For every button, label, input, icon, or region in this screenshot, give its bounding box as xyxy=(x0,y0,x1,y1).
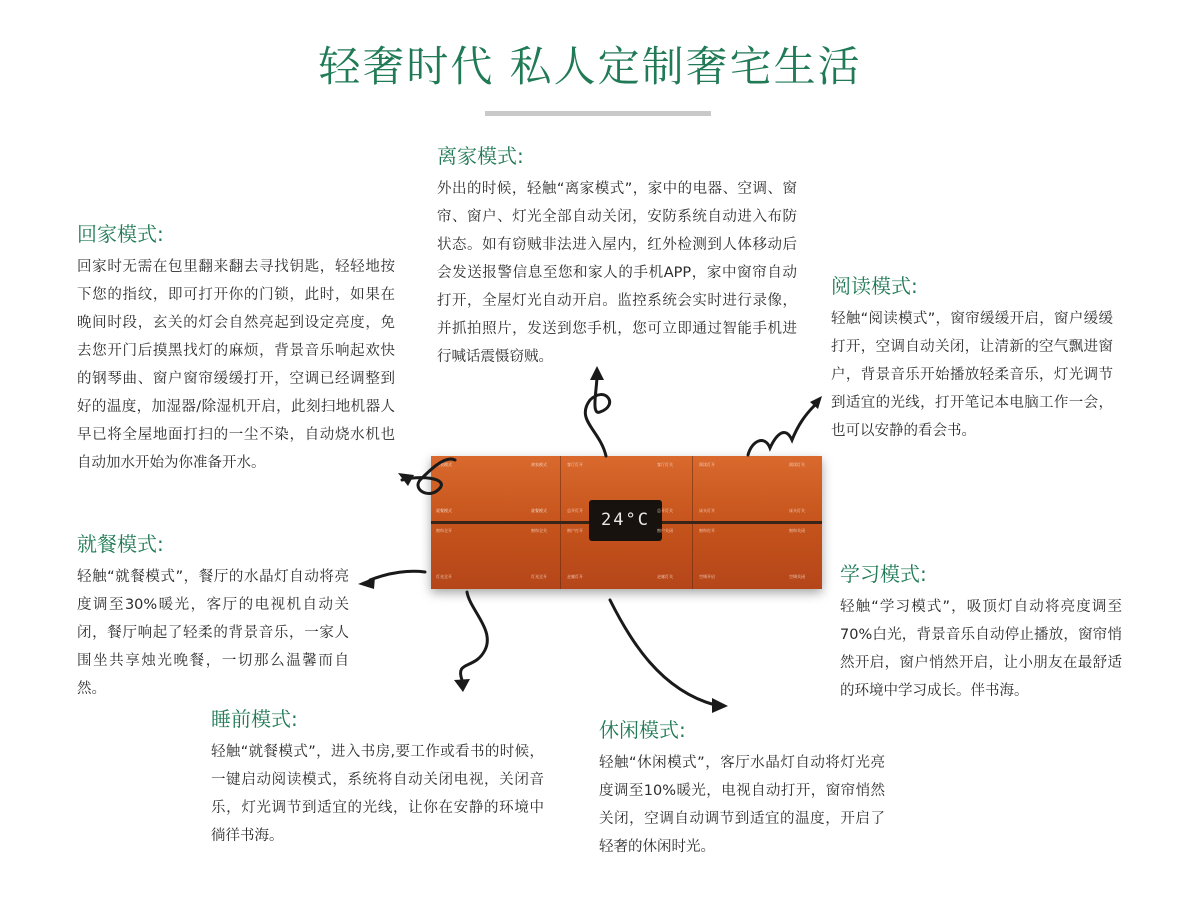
panel-button-label: 窗帘打开 xyxy=(699,528,715,533)
panel-button-label: 客厅灯开 xyxy=(567,462,583,467)
mode-dine-heading: 就餐模式: xyxy=(77,532,164,556)
arrow-to-read xyxy=(748,405,815,455)
mode-sleep-text: 轻触“就餐模式”，进入书房,要工作或看书的时候，一键启动阅读模式，系统将自动关闭电视，关闭音乐，灯光调节到适宜的光线，让你在安静的环境中徜徉书海。 xyxy=(211,744,544,844)
panel-button-label: 窗户关闭 xyxy=(657,528,673,533)
mode-sleep-heading: 睡前模式: xyxy=(211,707,298,731)
panel-button-label: 窗户打开 xyxy=(567,528,583,533)
panel-button-label: 就餐模式 xyxy=(531,508,547,513)
panel-button-label: 走廊灯开 xyxy=(567,574,583,579)
mode-home-heading: 回家模式: xyxy=(77,222,164,246)
mode-away-text: 外出的时候，轻触“离家模式”，家中的电器、空调、窗帘、窗户、灯光全部自动关闭，安防系统自动进入布防状态。如有窃贼非法进入屋内，红外检测到人体移动后会发送报警信息至您和家人的手机APP，家中窗帘自动打开，全屋灯光自动开启。监控系统会实时进行录像，并抓拍照片，发送到您手机，您可立即通过智能手机进行喊话震慑窃贼。 xyxy=(437,181,797,365)
panel-button-label: 总开灯开 xyxy=(567,508,583,513)
panel-button-label: 回家模式 xyxy=(436,462,452,467)
panel-button-label: 走廊灯关 xyxy=(657,574,673,579)
panel-button-label: 窗帘关闭 xyxy=(789,528,805,533)
panel-button-label: 离家模式 xyxy=(531,462,547,467)
panel-button-label: 空调关闭 xyxy=(789,574,805,579)
panel-button-label: 阅读灯关 xyxy=(789,462,805,467)
panel-button-label: 空调开启 xyxy=(699,574,715,579)
panel-button-label: 灯光全开 xyxy=(531,574,547,579)
panel-button-label: 就餐模式 xyxy=(436,508,452,513)
mode-read-heading: 阅读模式: xyxy=(831,274,918,298)
mode-leisure-text: 轻触“休闲模式”，客厅水晶灯自动将灯光亮度调至10%暖光，电视自动打开，窗帘悄然关闭，空调自动调节到适宜的温度，开启了轻奢的休闲时光。 xyxy=(599,755,885,855)
page-title: 轻奢时代 私人定制奢宅生活 xyxy=(318,42,862,91)
mode-study-text: 轻触“学习模式”，吸顶灯自动将亮度调至70%白光，背景音乐自动停止播放，窗帘悄然开启，窗户悄然开启，让小朋友在最舒适的环境中学习成长。伴书海。 xyxy=(840,599,1122,699)
panel-button-label: 窗帘全开 xyxy=(436,528,452,533)
panel-button-label: 阅读灯开 xyxy=(699,462,715,467)
mode-read-text: 轻触“阅读模式”，窗帘缓缓开启，窗户缓缓打开，空调自动关闭，让清新的空气飘进窗户，背景音乐开始播放轻柔音乐，灯光调节到适宜的光线，打开笔记本电脑工作一会，也可以安静的看会书。 xyxy=(831,311,1113,439)
temperature-display: 24°C xyxy=(589,500,662,541)
panel-button-label: 灯光全开 xyxy=(436,574,452,579)
mode-home-text: 回家时无需在包里翻来翻去寻找钥匙，轻轻地按下您的指纹，即可打开你的门锁，此时，如果在晚间时段，玄关的灯会自然亮起到设定亮度，免去您开门后摸黑找灯的麻烦，背景音乐响起欢快的钢琴曲、窗户窗帘缓缓打开，空调已经调整到好的温度，加湿器/除湿机开启，此刻扫地机器人早已将全屋地面打扫的一尘不染，自动烧水机也自动加水开始为你准备开水。 xyxy=(77,259,395,471)
panel-button-label: 窗帘全关 xyxy=(531,528,547,533)
mode-dine-text: 轻触“就餐模式”，餐厅的水晶灯自动将亮度调至30%暖光，客厅的电视机自动关闭，餐厅响起了轻柔的背景音乐，一家人围坐共享烛光晚餐，一切那么温馨而自然。 xyxy=(77,569,349,697)
panel-button-label: 总开灯关 xyxy=(657,508,673,513)
mode-away-heading: 离家模式: xyxy=(437,144,524,168)
arrow-to-sleep xyxy=(461,592,488,680)
panel-button-label: 床头灯开 xyxy=(699,508,715,513)
arrow-to-leisure xyxy=(610,600,715,705)
mode-study-heading: 学习模式: xyxy=(840,562,927,586)
panel-button-label: 客厅灯关 xyxy=(657,462,673,467)
arrow-to-away xyxy=(585,372,609,456)
panel-button-label: 床头灯关 xyxy=(789,508,805,513)
arrow-to-dine xyxy=(370,571,425,580)
mode-leisure-heading: 休闲模式: xyxy=(599,718,686,742)
